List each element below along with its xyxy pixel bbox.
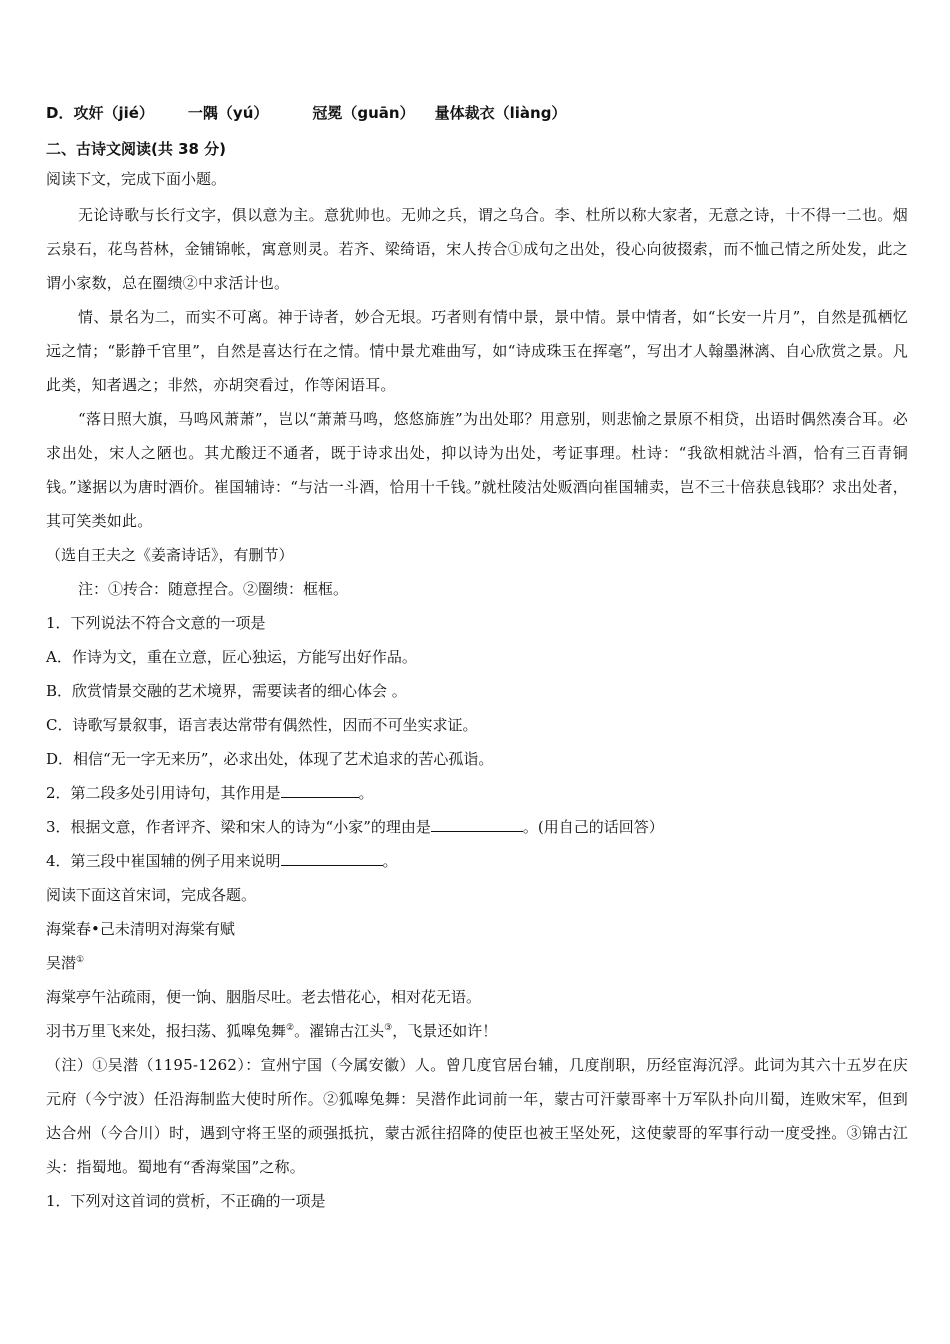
section-heading: 二、古诗文阅读(共 38 分) (46, 140, 227, 158)
poem-line-1: 海棠亭午沾疏雨，便一饷、胭脂尽吐。老去惜花心，相对花无语。 (46, 988, 482, 1006)
footnote-mark: ③ (384, 1023, 393, 1033)
poem-author (46, 946, 908, 980)
question-2-text: 2．第二段多处引用诗句，其作用是 (46, 784, 281, 802)
document-page (46, 96, 908, 1218)
question-1-option-c: C．诗歌写景叙事，语言表达常带有偶然性，因而不可坐实求证。 (46, 716, 478, 734)
question-1: 1．下列说法不符合文意的一项是 (46, 614, 266, 632)
answer-blank[interactable] (281, 851, 383, 866)
poem-intro: 阅读下面这首宋词，完成各题。 (46, 886, 257, 904)
question-2-tail: 。 (358, 784, 374, 802)
question-4-text: 4．第三段中崔国辅的例子用来说明 (46, 852, 281, 870)
option-d-line (46, 96, 908, 130)
question-2 (46, 776, 908, 810)
question-3-text: 3．根据文意，作者评齐、梁和宋人的诗为“小家”的理由是 (46, 818, 431, 836)
passage-source: （选自王夫之《姜斋诗话》，有删节） (46, 546, 294, 564)
option-d-word-3: 冠冕（guān） (312, 104, 415, 122)
poem-author-name: 吴潜 (46, 954, 77, 972)
footnote-mark: ① (76, 955, 85, 965)
question-3 (46, 810, 908, 844)
question-4 (46, 844, 908, 878)
answer-blank[interactable] (431, 817, 523, 832)
question-1-option-b: B．欣赏情景交融的艺术境界，需要读者的细心体会 。 (46, 682, 407, 700)
footnote-mark: ② (286, 1023, 295, 1033)
poem-question-1: 1．下列对这首词的赏析，不正确的一项是 (46, 1192, 326, 1210)
poem-line-2-part-2: 。濯锦古江头 (294, 1022, 385, 1040)
answer-blank[interactable] (281, 783, 359, 798)
option-d-word-1: D．攻奸（jié） (46, 104, 154, 122)
option-d-word-4: 量体裁衣（liàng） (434, 104, 567, 122)
poem-title: 海棠春•己未清明对海棠有赋 (46, 920, 235, 938)
poem-line-2-part-3: ，飞景还如许！ (392, 1022, 498, 1040)
poem-line-2 (46, 1014, 908, 1048)
passage-paragraph-2: 情、景名为二，而实不可离。神于诗者，妙合无垠。巧者则有情中景，景中情。景中情者，如“长安一片月”，自然是孤栖忆远之情；“影静千官里”，自然是喜达行在之情。情中景尤难曲写，如“诗成珠玉在挥毫”，写出才人翰墨淋漓、自心欣赏之景。凡此类，知者遇之；非然，亦胡突看过，作等闲语耳。 (46, 308, 908, 394)
question-1-option-d: D．相信“无一字无来历”，必求出处，体现了艺术追求的苦心孤诣。 (46, 750, 494, 768)
question-4-tail: 。 (382, 852, 398, 870)
poem-note: （注）①吴潜（1195-1262）：宣州宁国（今属安徽）人。曾几度官居台辅，几度削职，历经宦海沉浮。此词为其六十五岁在庆元府（今宁波）任沿海制监大使时所作。②狐嗥兔舞：吴潜作此词前一年，蒙古可汗蒙哥率十万军队扑向川蜀，连败宋军，但到达合州（今合川）时，遇到守将王坚的顽强抵抗，蒙古派往招降的使臣也被王坚处死，这使蒙哥的军事行动一度受挫。③锦古江头：指蜀地。蜀地有“香海棠国”之称。 (46, 1056, 908, 1176)
option-d-word-2: 一隅（yú） (187, 104, 269, 122)
passage-note: 注：①抟合：随意捏合。②圈缋：框框。 (78, 580, 349, 598)
poem-line-2-part-1: 羽书万里飞来处，报扫荡、狐嗥兔舞 (46, 1022, 287, 1040)
question-3-tail: 。(用自己的话回答） (522, 818, 664, 836)
passage-paragraph-1: 无论诗歌与长行文字，俱以意为主。意犹帅也。无帅之兵，谓之乌合。李、杜所以称大家者，无意之诗，十不得一二也。烟云泉石，花鸟苔林，金铺锦帐，寓意则灵。若齐、梁绮语，宋人抟合①成句之出处，役心向彼掇索，而不恤己情之所处发，此之谓小家数，总在圈缋②中求活计也。 (46, 206, 908, 292)
section-intro: 阅读下文，完成下面小题。 (46, 170, 227, 188)
passage-paragraph-3: “落日照大旗，马鸣风萧萧”，岂以“萧萧马鸣，悠悠旆旌”为出处耶？用意别，则悲愉之景原不相贷，出语时偶然凑合耳。必求出处，宋人之陋也。其尤酸迂不通者，既于诗求出处，抑以诗为出处，考证事理。杜诗：“我欲相就沽斗酒，恰有三百青铜钱。”遂据以为唐时酒价。崔国辅诗：“与沽一斗酒，恰用十千钱。”就杜陵沽处贩酒向崔国辅卖，岂不三十倍获息钱耶？求出处者，其可笑类如此。 (46, 410, 908, 530)
question-1-option-a: A．作诗为文，重在立意，匠心独运，方能写出好作品。 (46, 648, 417, 666)
